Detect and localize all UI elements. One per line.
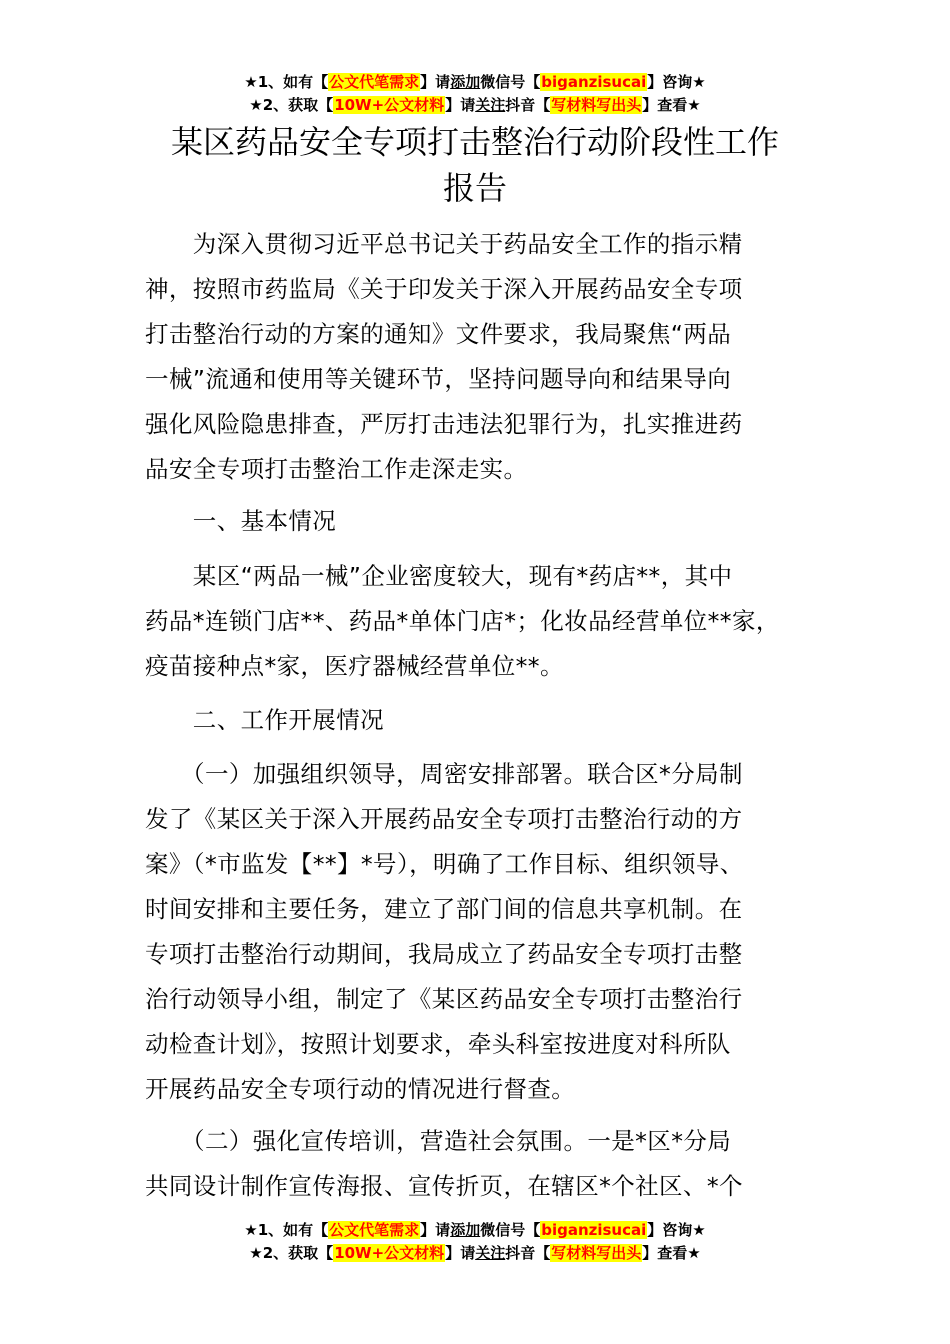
text-line: 动检查计划》，按照计划要求，牵头科室按进度对科所队 xyxy=(145,1030,731,1058)
promo-underline: 添加 xyxy=(450,1221,481,1239)
promo-highlight: 公文代笔需求 xyxy=(329,73,420,91)
promo-text: ★1、如有【 xyxy=(244,1221,329,1239)
section-heading-basic xyxy=(145,499,815,544)
promo-text: 】请 xyxy=(445,1244,476,1262)
promo-highlight: 写材料写出头 xyxy=(551,96,642,114)
text-line: 开展药品安全专项行动的情况进行督查。 xyxy=(145,1075,576,1103)
promo-highlight: 写材料写出头 xyxy=(551,1244,642,1262)
promo-text: 】查看★ xyxy=(642,1244,701,1262)
promo-line-1-bottom xyxy=(0,1220,950,1240)
subsection-1-paragraph xyxy=(145,752,815,1112)
subsection-2-paragraph xyxy=(145,1119,815,1209)
text-line: 一、基本情况 xyxy=(145,507,337,535)
promo-underline: 关注 xyxy=(475,96,506,114)
promo-highlight: biganzisucai xyxy=(541,73,647,91)
promo-text: 】请 xyxy=(445,96,476,114)
promo-text: 】咨询★ xyxy=(647,73,706,91)
text-line: 专项打击整治行动期间，我局成立了药品安全专项打击整 xyxy=(145,940,743,968)
promo-text: 】查看★ xyxy=(642,96,701,114)
text-line: 药品*连锁门店**、药品*单体门店*；化妆品经营单位**家， xyxy=(145,607,780,635)
promo-text: ★2、获取【 xyxy=(249,1244,334,1262)
text-line: 疫苗接种点*家，医疗器械经营单位**。 xyxy=(145,652,564,680)
promo-highlight: 10W+公文材料 xyxy=(334,96,445,114)
document-title-line-1: 某区药品安全专项打击整治行动阶段性工作 xyxy=(170,123,779,161)
promo-text: 】咨询★ xyxy=(647,1221,706,1239)
promo-text: 】请 xyxy=(420,73,451,91)
intro-paragraph xyxy=(145,222,815,492)
text-line: 打击整治行动的方案的通知》文件要求，我局聚焦“两品 xyxy=(145,320,732,348)
text-line: 共同设计制作宣传海报、宣传折页，在辖区*个社区、*个 xyxy=(145,1172,743,1200)
promo-text: 微信号【 xyxy=(480,73,541,91)
text-line: 品安全专项打击整治工作走深走实。 xyxy=(145,455,528,483)
promo-underline: 关注 xyxy=(475,1244,506,1262)
promo-text: 抖音【 xyxy=(505,96,551,114)
text-line: 强化风险隐患排查，严厉打击违法犯罪行为，扎实推进药 xyxy=(145,410,743,438)
promo-underline: 添加 xyxy=(450,73,481,91)
text-line: 神，按照市药监局《关于印发关于深入开展药品安全专项 xyxy=(145,275,743,303)
promo-highlight: 10W+公文材料 xyxy=(334,1244,445,1262)
promo-text: 微信号【 xyxy=(480,1221,541,1239)
promo-text: 】请 xyxy=(420,1221,451,1239)
basic-paragraph xyxy=(145,554,815,689)
promo-highlight: 公文代笔需求 xyxy=(329,1221,420,1239)
text-line: 案》（*市监发【**】*号），明确了工作目标、组织领导、 xyxy=(145,850,744,878)
text-line: 某区“两品一械”企业密度较大，现有*药店**，其中 xyxy=(145,562,733,590)
document-title-line-2: 报告 xyxy=(442,169,507,207)
text-line: （一）加强组织领导，周密安排部署。联合区*分局制 xyxy=(145,760,743,788)
promo-text: 抖音【 xyxy=(505,1244,551,1262)
promo-text: ★2、获取【 xyxy=(249,96,334,114)
text-line: 一械”流通和使用等关键环节，坚持问题导向和结果导向 xyxy=(145,365,732,393)
text-line: 二、工作开展情况 xyxy=(145,706,384,734)
promo-line-1-top xyxy=(0,72,950,92)
text-line: 为深入贯彻习近平总书记关于药品安全工作的指示精 xyxy=(145,230,743,258)
text-line: 发了《某区关于深入开展药品安全专项打击整治行动的方 xyxy=(145,805,743,833)
promo-line-2-bottom xyxy=(0,1243,950,1263)
text-line: （二）强化宣传培训，营造社会氛围。一是*区*分局 xyxy=(145,1127,732,1155)
promo-highlight: biganzisucai xyxy=(541,1221,647,1239)
section-heading-work xyxy=(145,698,815,743)
text-line: 治行动领导小组，制定了《某区药品安全专项打击整治行 xyxy=(145,985,743,1013)
promo-line-2-top xyxy=(0,95,950,115)
promo-text: ★1、如有【 xyxy=(244,73,329,91)
text-line: 时间安排和主要任务，建立了部门间的信息共享机制。在 xyxy=(145,895,743,923)
